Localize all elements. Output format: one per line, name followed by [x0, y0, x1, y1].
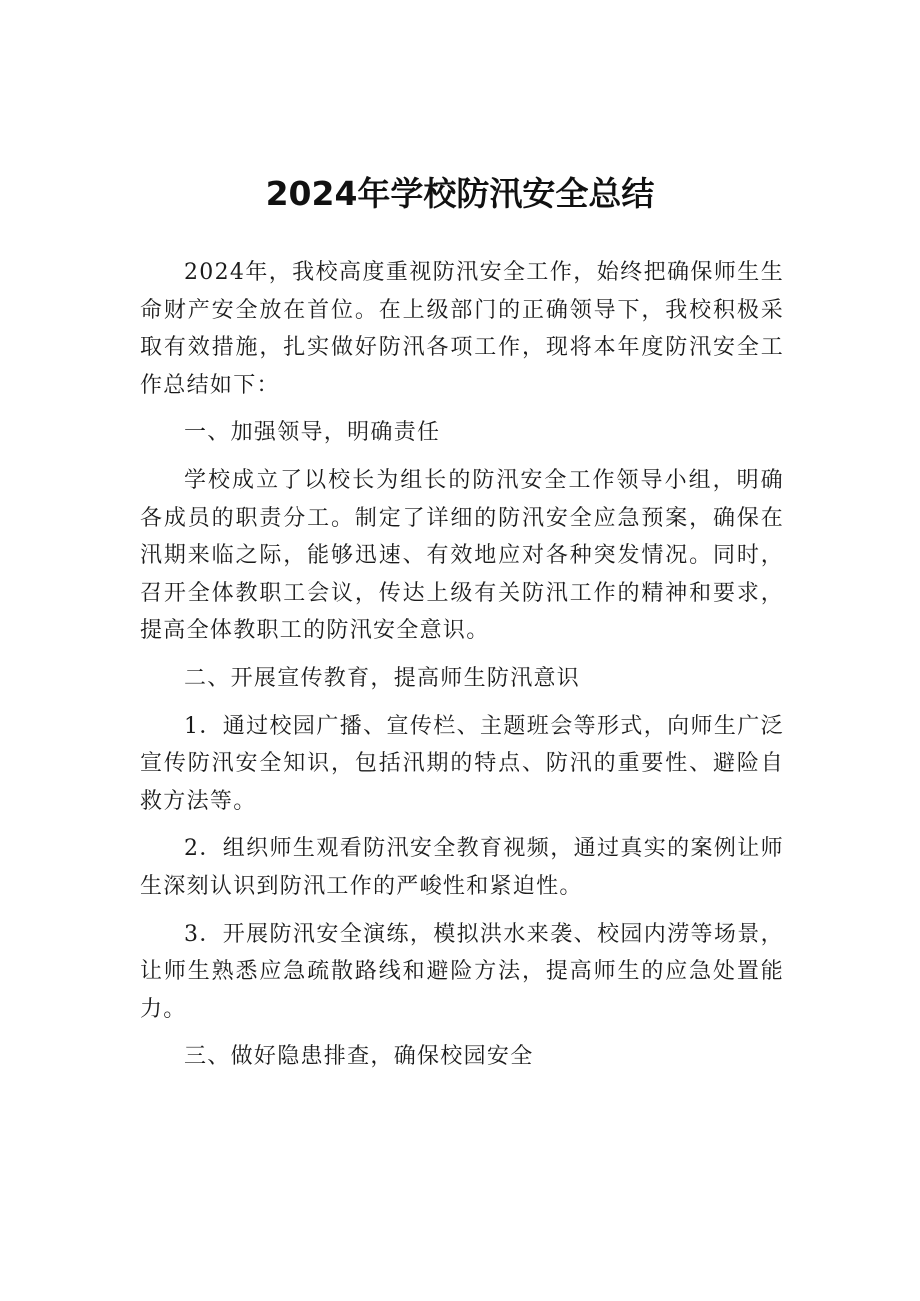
- list-item-3: 3．开展防汛安全演练，模拟洪水来袭、校园内涝等场景，让师生熟悉应急疏散路线和避险方法，提高师生的应急处置能力。: [140, 921, 784, 1022]
- list-item-2: 2．组织师生观看防汛安全教育视频，通过真实的案例让师生深刻认识到防汛工作的严峻性和紧迫性。: [140, 836, 784, 899]
- section-1-paragraph: 学校成立了以校长为组长的防汛安全工作领导小组，明确各成员的职责分工。制定了详细的防汛安全应急预案，确保在汛期来临之际，能够迅速、有效地应对各种突发情况。同时，召开全体教职工会议，传达上级有关防汛工作的精神和要求，提高全体教职工的防汛安全意识。: [140, 467, 784, 644]
- section-heading-3: 三、做好隐患排查，确保校园安全: [184, 1044, 534, 1070]
- document-title: 2024年学校防汛安全总结: [265, 174, 655, 213]
- document-body: [140, 254, 784, 1076]
- section-heading-1: 一、加强领导，明确责任: [184, 420, 441, 446]
- section-heading-2: 二、开展宣传教育，提高师生防汛意识: [184, 665, 581, 691]
- intro-paragraph: 2024年，我校高度重视防汛安全工作，始终把确保师生生命财产安全放在首位。在上级部门的正确领导下，我校积极采取有效措施，扎实做好防汛各项工作，现将本年度防汛安全工作总结如下：: [140, 260, 784, 398]
- list-item-1: 1．通过校园广播、宣传栏、主题班会等形式，向师生广泛宣传防汛安全知识，包括汛期的特点、防汛的重要性、避险自救方法等。: [140, 713, 784, 814]
